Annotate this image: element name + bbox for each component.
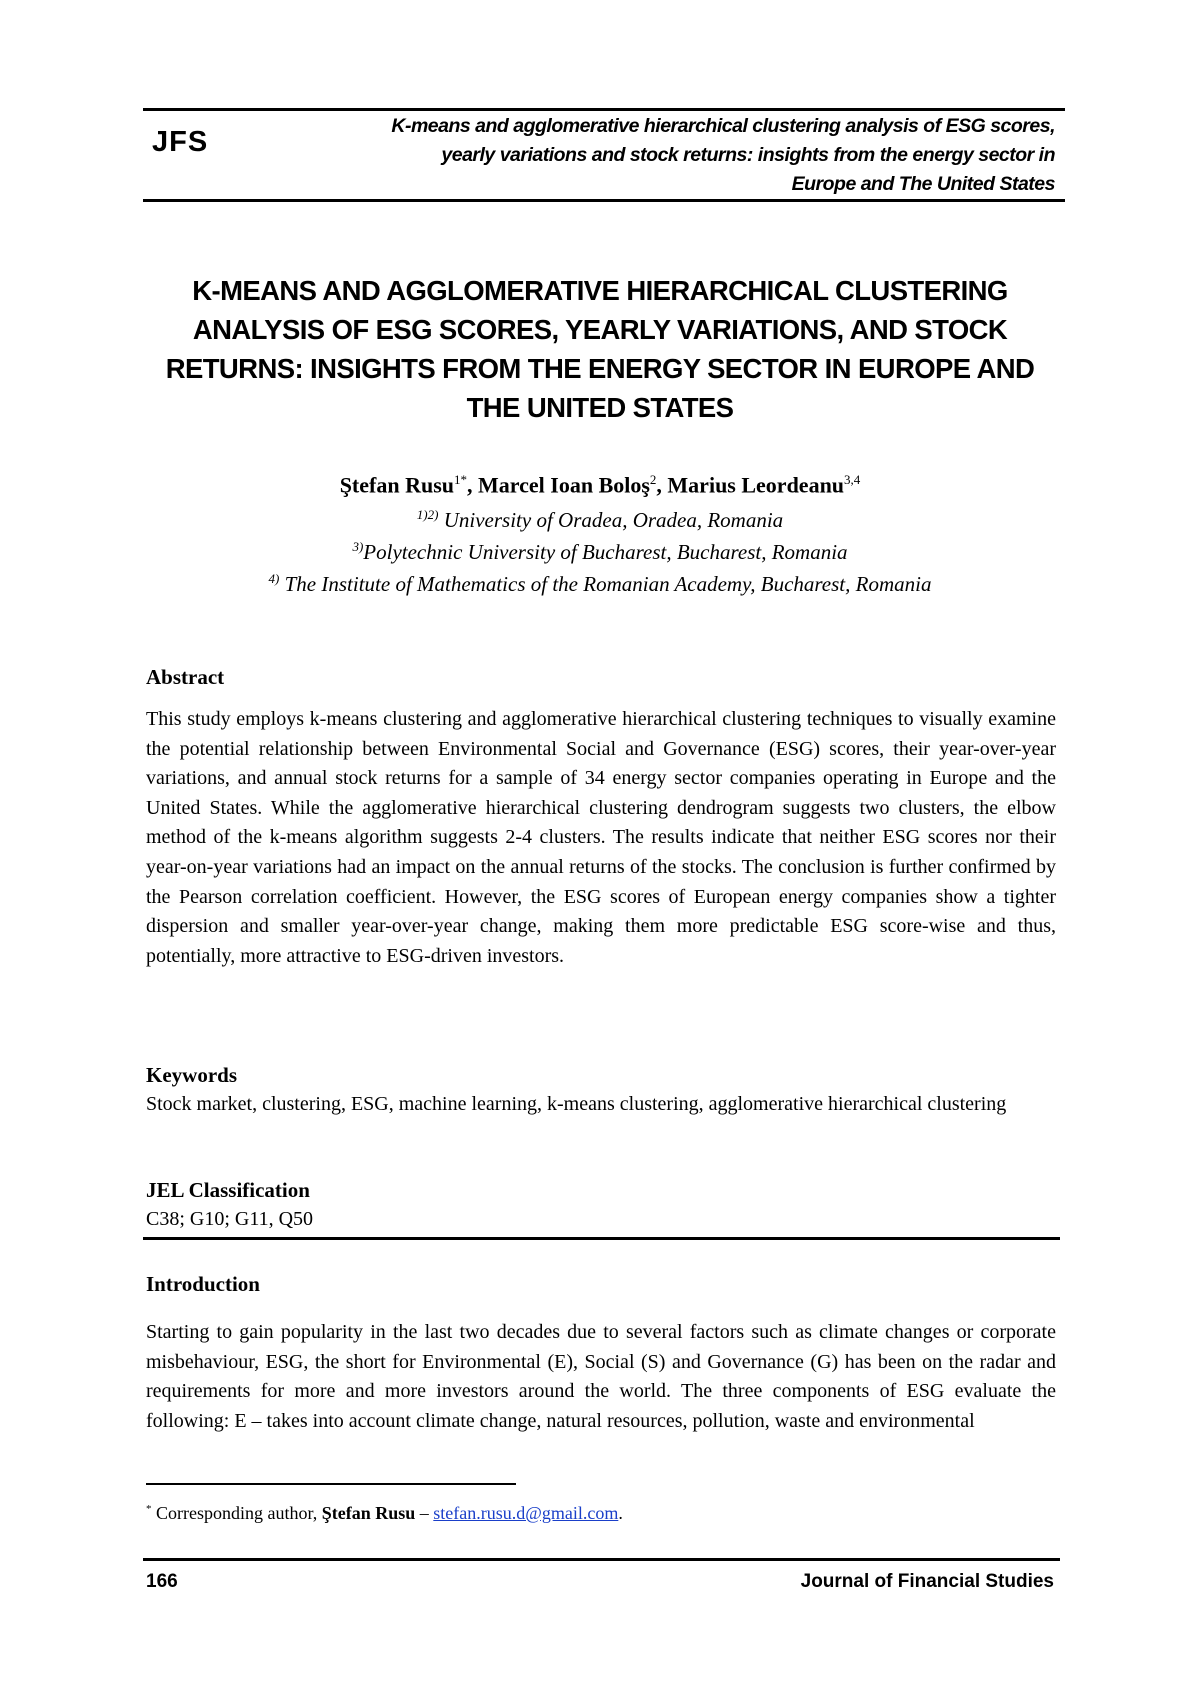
- author-superscript: 3,4: [844, 472, 861, 487]
- author-separator: ,: [656, 472, 668, 498]
- journal-logo: JFS: [152, 126, 209, 158]
- running-title-line: Europe and The United States: [791, 173, 1055, 195]
- paper-title: [120, 271, 1080, 427]
- footnote-end: .: [618, 1503, 623, 1523]
- affiliation-text: University of Oradea, Oradea, Romania: [438, 508, 784, 532]
- title-line: K-MEANS AND AGGLOMERATIVE HIERARCHICAL CLUSTERING: [192, 275, 1008, 306]
- affiliation: [120, 539, 1080, 565]
- author-name: Marius Leordeanu: [667, 472, 845, 498]
- affiliation: [120, 507, 1080, 533]
- footer-rule: [143, 1558, 1060, 1561]
- title-line: RETURNS: INSIGHTS FROM THE ENERGY SECTOR IN EUROPE AND: [165, 353, 1035, 384]
- affiliation-mark: 1)2): [416, 507, 439, 522]
- author-separator: ,: [467, 472, 478, 498]
- page-number: 166: [146, 1571, 178, 1592]
- header-top-rule: [143, 108, 1065, 111]
- email-link[interactable]: stefan.rusu.d@gmail.com: [433, 1503, 619, 1523]
- author-superscript: 2: [649, 472, 657, 487]
- title-line: THE UNITED STATES: [466, 392, 734, 423]
- abstract-text: This study employs k-means clustering and agglomerative hierarchical clustering techniques to visually examine the potential relationship between Environmental Social and Governance (ESG) scores, their year-over-year variations, and annual stock returns for a sample of 34 energy sector companies operating in Europe and the United States. While the agglomerative hierarchical clustering dendrogram suggests two clusters, the elbow method of the k-means algorithm suggests 2-4 clusters. The results indicate that neither ESG scores nor their year-on-year variations had an impact on the annual returns of the stocks. The conclusion is further confirmed by the Pearson correlation coefficient. However, the ESG scores of European energy companies show a tighter dispersion and smaller year-over-year change, making them more predictable ESG score-wise and thus, potentially, more attractive to ESG-driven investors.: [146, 708, 1056, 967]
- keywords-text: Stock market, clustering, ESG, machine learning, k-means clustering, agglomerative hierarchical clustering: [146, 1093, 1007, 1115]
- affiliation-mark: 4): [268, 571, 280, 586]
- title-line: ANALYSIS OF ESG SCORES, YEARLY VARIATIONS, AND STOCK: [192, 314, 1008, 345]
- footnote-author: Ştefan Rusu: [321, 1503, 416, 1523]
- footnote: [146, 1503, 623, 1524]
- running-title-line: yearly variations and stock returns: insights from the energy sector in: [441, 144, 1055, 166]
- affiliation-mark: 3): [352, 539, 364, 554]
- keywords-heading: Keywords: [146, 1063, 237, 1087]
- affiliation-text: Polytechnic University of Bucharest, Bucharest, Romania: [363, 540, 848, 564]
- footnote-rule: [146, 1483, 516, 1485]
- introduction-heading: Introduction: [146, 1272, 260, 1296]
- author-name: Ştefan Rusu: [339, 472, 454, 498]
- running-title: [270, 112, 1055, 199]
- affiliation-text: The Institute of Mathematics of the Romanian Academy, Bucharest, Romania: [279, 572, 932, 596]
- author-superscript: 1*: [454, 472, 467, 487]
- section-divider: [143, 1237, 1060, 1240]
- author-list: [120, 472, 1080, 498]
- introduction-text: Starting to gain popularity in the last two decades due to several factors such as climate changes or corporate misbehaviour, ESG, the short for Environmental (E), Social (S) and Governance (G) has been on the radar and requirements for more and more investors around the world. The three components of ESG evaluate the following: E – takes into account climate change, natural resources, pollution, waste and environmental: [146, 1321, 1056, 1432]
- author-name: Marcel Ioan Boloş: [478, 472, 650, 498]
- journal-name: Journal of Financial Studies: [800, 1571, 1054, 1592]
- header-bottom-rule: [143, 199, 1065, 202]
- jel-codes: C38; G10; G11, Q50: [146, 1208, 314, 1230]
- footnote-dash: –: [415, 1503, 434, 1523]
- running-title-line: K-means and agglomerative hierarchical clustering analysis of ESG scores,: [391, 115, 1055, 137]
- jel-heading: JEL Classification: [146, 1178, 310, 1202]
- footnote-prefix: Corresponding author,: [151, 1503, 322, 1523]
- footnote-mark: *: [146, 1503, 152, 1515]
- abstract-heading: Abstract: [146, 665, 225, 689]
- affiliation: [120, 571, 1080, 597]
